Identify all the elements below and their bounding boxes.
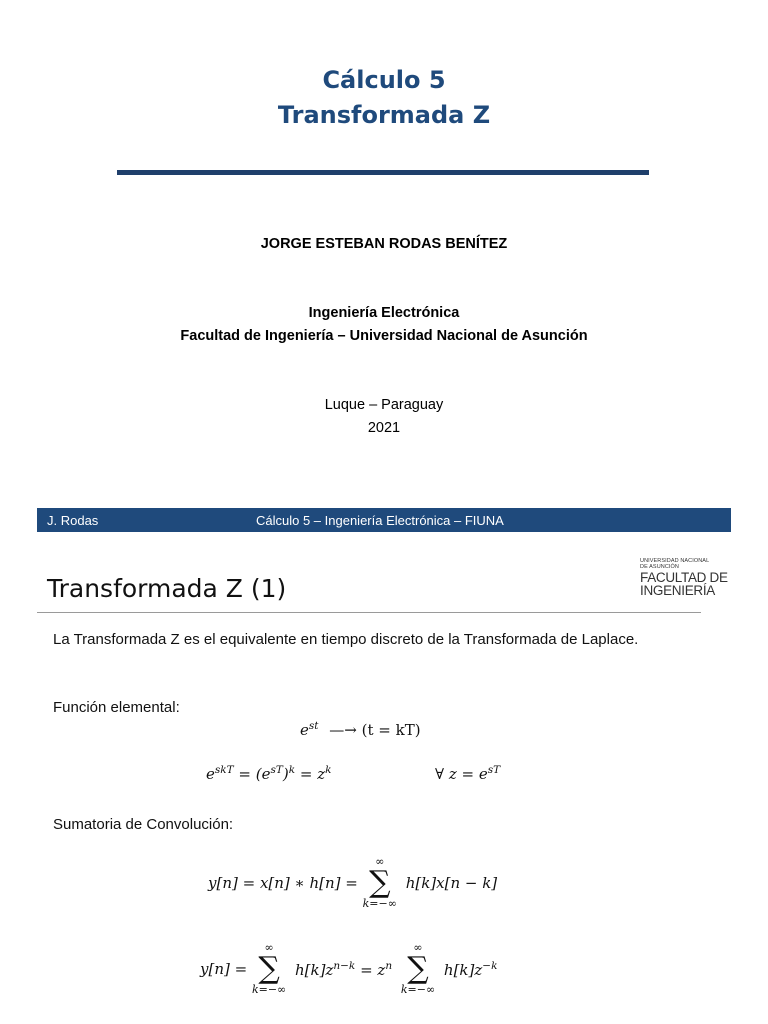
eq2-mid: = (e bbox=[233, 765, 271, 783]
eq2-rhs-exp: k bbox=[325, 764, 332, 776]
eq4-sum1-upper: ∞ bbox=[264, 941, 274, 954]
location: Luque – Paraguay bbox=[324, 397, 444, 413]
eq4-term2 bbox=[444, 961, 498, 979]
eq1-arrow: —→ (t = kT) bbox=[329, 721, 421, 739]
equation-convolution bbox=[208, 856, 497, 910]
eq4-term1-text: h[k]z bbox=[295, 960, 334, 979]
logo-text-line4: INGENIERÍA bbox=[640, 583, 716, 598]
eq3-lhs: y[n] = x[n] ∗ h[n] = bbox=[208, 874, 363, 892]
convolution-label: Sumatoria de Convolución: bbox=[53, 816, 234, 833]
eq3-sum bbox=[363, 856, 397, 910]
equation-elemental bbox=[300, 720, 421, 739]
eq2-mid2: ) bbox=[282, 765, 289, 783]
equation-exponential bbox=[206, 764, 332, 783]
course-title: Cálculo 5 bbox=[322, 66, 446, 94]
faculty-name: Facultad de Ingeniería – Universidad Nacional de Asunción bbox=[180, 328, 588, 344]
intro-paragraph: La Transformada Z es el equivalente en tiempo discreto de la Transformada de Laplace. bbox=[53, 631, 639, 648]
eq4-sum2 bbox=[401, 942, 435, 996]
eq4-sum1-lower: k=−∞ bbox=[251, 983, 287, 996]
eq4-lhs: y[n] = bbox=[200, 960, 252, 978]
footer-course: Cálculo 5 – Ingeniería Electrónica – FIUNA bbox=[256, 513, 504, 528]
slide-footer bbox=[37, 508, 731, 532]
slide-title: Transformada Z (1) bbox=[47, 574, 287, 603]
eq1-exp: st bbox=[308, 720, 319, 732]
title-divider bbox=[117, 170, 649, 175]
eq3-sum-lower: k=−∞ bbox=[362, 897, 397, 910]
eq2-mid-exp: sT bbox=[270, 764, 283, 776]
eq2-forall: ∀ z = e bbox=[435, 765, 488, 783]
eq2-k-exp: k bbox=[288, 764, 296, 776]
eq2-lhs: e bbox=[206, 765, 215, 783]
equation-z-sum bbox=[200, 942, 497, 996]
slide-title-rule bbox=[37, 612, 701, 613]
eq4-sum2-lower: k=−∞ bbox=[400, 983, 436, 996]
eq1-base: e bbox=[300, 721, 309, 739]
logo-text-line3: FACULTAD DE bbox=[640, 570, 728, 585]
eq3-sum-upper: ∞ bbox=[375, 855, 385, 868]
eq4-mid: = z bbox=[355, 960, 386, 979]
sigma-icon: ∑ bbox=[369, 865, 391, 900]
sigma-icon: ∑ bbox=[407, 951, 429, 986]
eq2-forall-exp: sT bbox=[487, 764, 501, 776]
elemental-label: Función elemental: bbox=[53, 699, 180, 716]
footer-author: J. Rodas bbox=[47, 513, 99, 528]
eq4-sum1 bbox=[252, 942, 286, 996]
eq4-mid-exp: n bbox=[385, 959, 393, 972]
year: 2021 bbox=[367, 420, 401, 436]
faculty-logo bbox=[640, 558, 728, 602]
eq3-rhs: h[k]x[n − k] bbox=[405, 874, 498, 892]
eq4-term2-text: h[k]z bbox=[443, 960, 483, 979]
topic-title: Transformada Z bbox=[277, 101, 491, 129]
eq4-sum2-upper: ∞ bbox=[413, 941, 423, 954]
equation-forall bbox=[435, 764, 500, 783]
eq2-lhs-exp: skT bbox=[214, 764, 234, 776]
logo-text-line2: DE ASUNCIÓN bbox=[640, 564, 679, 570]
eq4-term1-exp: n−k bbox=[333, 959, 356, 972]
sigma-icon: ∑ bbox=[258, 951, 280, 986]
eq2-rhs: = z bbox=[295, 765, 326, 783]
author-name: JORGE ESTEBAN RODAS BENÍTEZ bbox=[260, 236, 508, 252]
logo-text-line1: UNIVERSIDAD NACIONAL bbox=[640, 558, 710, 564]
eq4-term2-exp: −k bbox=[482, 959, 498, 972]
program-name: Ingeniería Electrónica bbox=[308, 305, 460, 321]
eq4-term1 bbox=[295, 961, 392, 979]
